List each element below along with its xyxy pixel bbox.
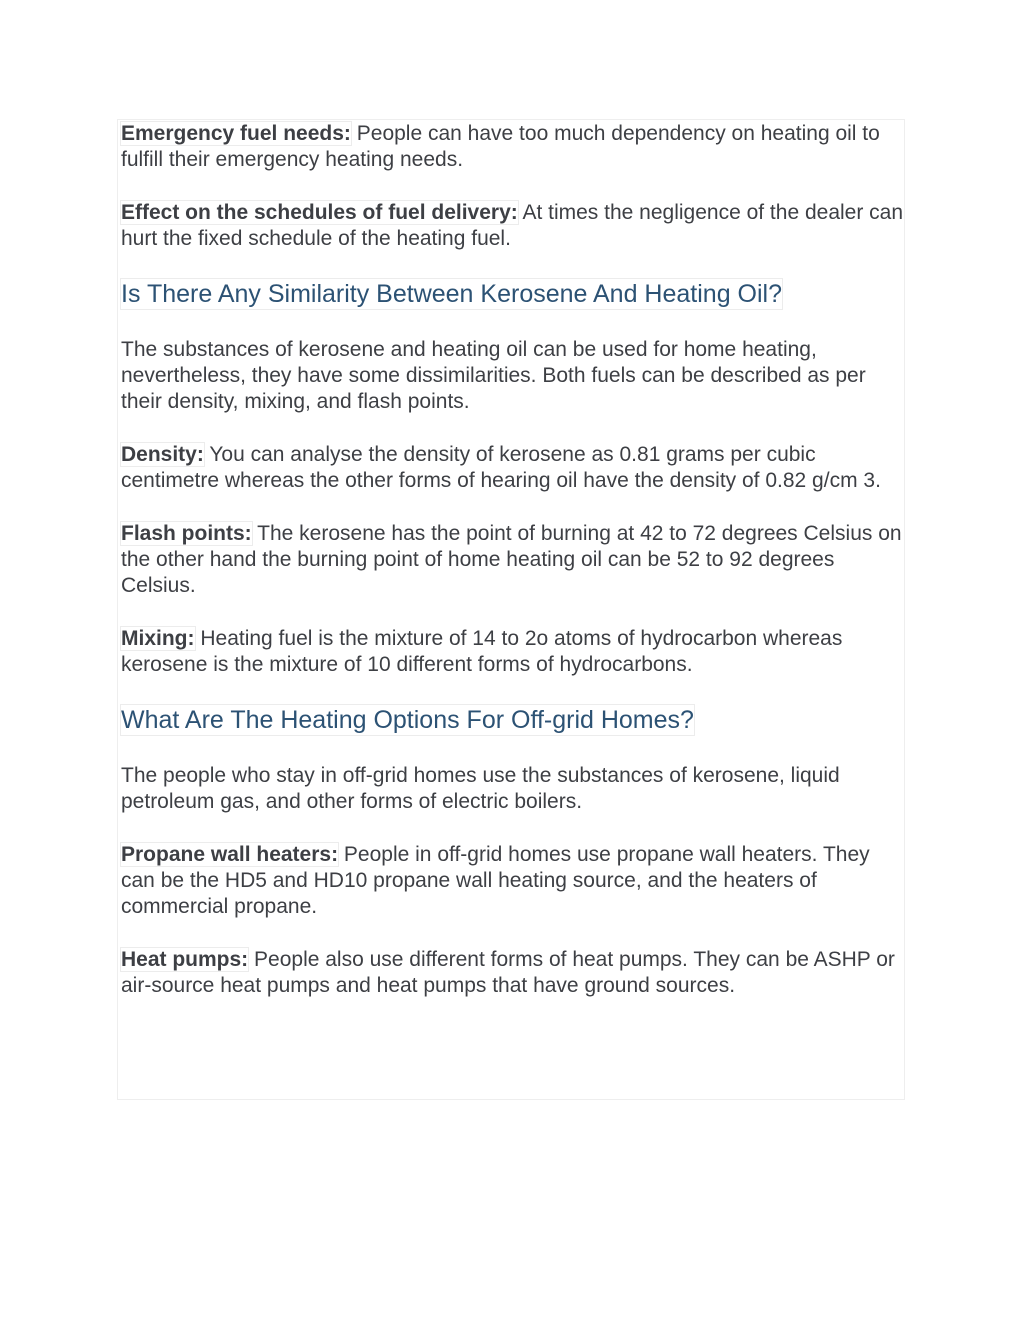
section-intro: The people who stay in off-grid homes use the substances of kerosene, liquid petroleum gas, and other forms of electric boilers. [121, 764, 840, 813]
section-heading-wrap [121, 705, 905, 735]
paragraph-propane-wall-heaters [121, 842, 905, 920]
section-intro: The substances of kerosene and heating oil can be used for home heating, nevertheless, they have some dissimilarities. Both fuels can be described as per their density, mixing, and flash points. [121, 338, 866, 413]
section-heading-off-grid-options: What Are The Heating Options For Off-grid Homes? [121, 706, 694, 734]
paragraph-text: People in off-grid homes use propane wall heaters. They can be the HD5 and HD10 propane wall heating source, and the heaters of commercial propane. [121, 843, 870, 918]
paragraph-label: Heat pumps: [121, 948, 249, 971]
section-heading-kerosene-similarity: Is There Any Similarity Between Kerosene And Heating Oil? [121, 280, 782, 308]
paragraph-fuel-delivery-schedules [121, 200, 905, 252]
section-heading-wrap [121, 279, 905, 309]
paragraph-label: Mixing: [121, 627, 195, 650]
paragraph-heat-pumps [121, 947, 905, 999]
paragraph-text: People can have too much dependency on heating oil to fulfill their emergency heating needs. [121, 122, 880, 171]
paragraph-label: Density: [121, 443, 204, 466]
paragraph-label: Propane wall heaters: [121, 843, 339, 866]
paragraph-label: Flash points: [121, 522, 252, 545]
paragraph-emergency-fuel-needs [121, 121, 905, 173]
paragraph-text: People also use different forms of heat pumps. They can be ASHP or air-source heat pumps and heat pumps that have ground sources. [121, 948, 895, 997]
paragraph-flash-points [121, 521, 905, 599]
paragraph-mixing [121, 626, 905, 678]
paragraph-label: Emergency fuel needs: [121, 122, 351, 145]
paragraph-text: The kerosene has the point of burning at 42 to 72 degrees Celsius on the other hand the burning point of home heating oil can be 52 to 92 degrees Celsius. [121, 522, 902, 597]
paragraph-text: You can analyse the density of kerosene as 0.81 grams per cubic centimetre whereas the other forms of hearing oil have the density of 0.82 g/cm 3. [121, 443, 881, 492]
paragraph-density [121, 442, 905, 494]
paragraph-text: Heating fuel is the mixture of 14 to 2o atoms of hydrocarbon whereas kerosene is the mixture of 10 different forms of hydrocarbons. [121, 627, 843, 676]
paragraph-label: Effect on the schedules of fuel delivery: [121, 201, 518, 224]
paragraph-text: At times the negligence of the dealer can hurt the fixed schedule of the heating fuel. [121, 201, 904, 250]
article-body [121, 121, 905, 1026]
